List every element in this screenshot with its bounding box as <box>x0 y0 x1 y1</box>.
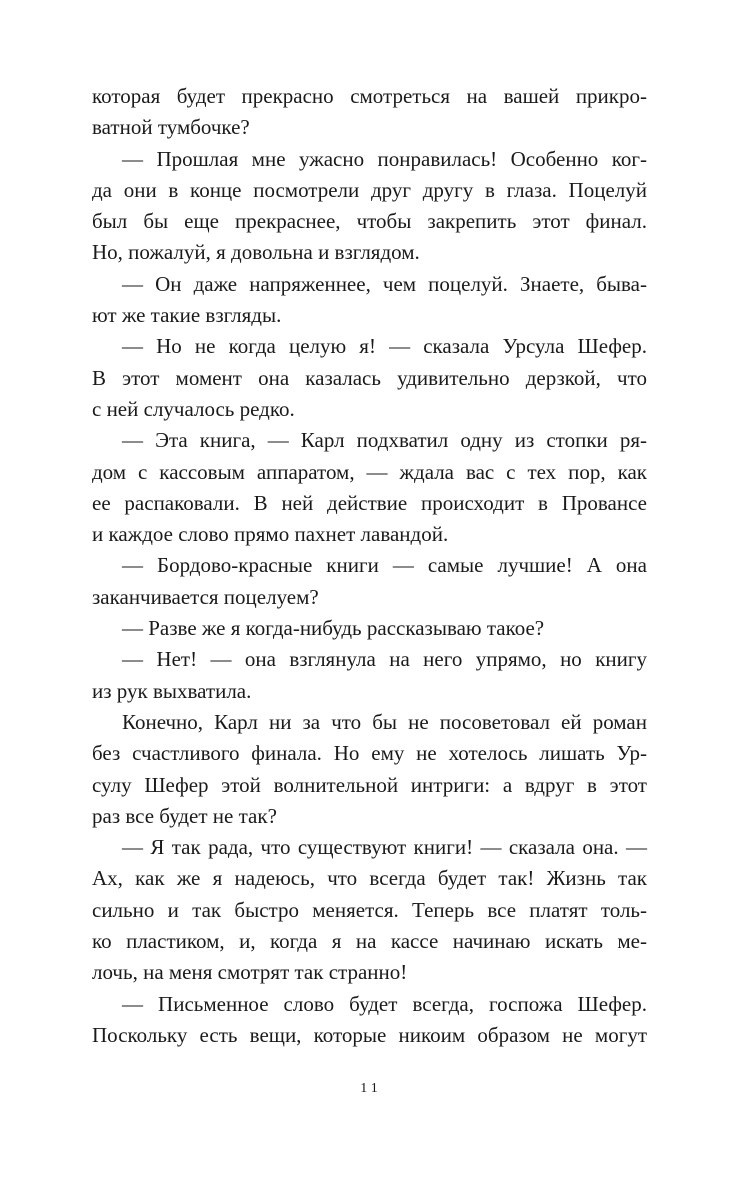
text-line: — Письменное слово будет всегда, госпожа Шефер. <box>122 991 647 1016</box>
text-line: без счастливого финала. Но ему не хотелось лишать Ур- <box>92 741 647 766</box>
text-line: лочь, на меня смотрят так странно! <box>92 960 408 985</box>
text-line: Конечно, Карл ни за что бы не посоветовал ей роман <box>122 709 647 734</box>
page-number: 11 <box>360 1081 382 1096</box>
text-line: и каждое слово прямо пахнет лавандой. <box>92 522 449 547</box>
text-line: с ней случалось редко. <box>92 396 295 421</box>
text-line: был бы еще прекраснее, чтобы закрепить этот финал. <box>92 209 647 234</box>
page-text <box>92 81 647 1051</box>
text-line: ко пластиком, и, когда я на кассе начинаю искать ме- <box>92 929 647 954</box>
text-line: — Но не когда целую я! — сказала Урсула Шефер. <box>122 334 647 359</box>
text-line: Ах, как же я надеюсь, что всегда будет так! Жизнь так <box>92 866 647 891</box>
text-line: — Я так рада, что существуют книги! — сказала она. — <box>122 835 647 860</box>
text-line: из рук выхватила. <box>92 678 252 703</box>
text-line: — Разве же я когда-нибудь рассказываю такое? <box>122 616 545 641</box>
text-line: сулу Шефер этой волнительной интриги: а вдруг в этот <box>92 772 647 797</box>
text-line: — Эта книга, — Карл подхватил одну из стопки ря- <box>122 428 647 453</box>
text-line: сильно и так быстро меняется. Теперь все платят толь- <box>92 897 647 922</box>
text-line: — Он даже напряженнее, чем поцелуй. Знаете, быва- <box>122 271 647 296</box>
text-line: ют же такие взгляды. <box>92 303 282 328</box>
text-line: ватной тумбочке? <box>92 115 250 140</box>
text-line: — Нет! — она взглянула на него упрямо, но книгу <box>122 647 647 672</box>
text-line: ее распаковали. В ней действие происходит в Провансе <box>92 490 647 515</box>
text-line: которая будет прекрасно смотреться на вашей прикро- <box>92 84 647 108</box>
text-line: — Прошлая мне ужасно понравилась! Особенно ког- <box>122 146 647 171</box>
text-line: заканчивается поцелуем? <box>92 584 319 609</box>
text-line: Но, пожалуй, я довольна и взглядом. <box>92 240 420 265</box>
text-line: дом с кассовым аппаратом, — ждала вас с тех пор, как <box>92 459 647 484</box>
text-line: раз все будет не так? <box>92 803 277 828</box>
text-line: В этот момент она казалась удивительно дерзкой, что <box>92 365 647 390</box>
text-line: да они в конце посмотрели друг другу в глаза. Поцелуй <box>92 177 647 202</box>
text-line: Поскольку есть вещи, которые никоим образом не могут <box>92 1022 647 1047</box>
text-line: — Бордово-красные книги — самые лучшие! А она <box>122 553 647 578</box>
